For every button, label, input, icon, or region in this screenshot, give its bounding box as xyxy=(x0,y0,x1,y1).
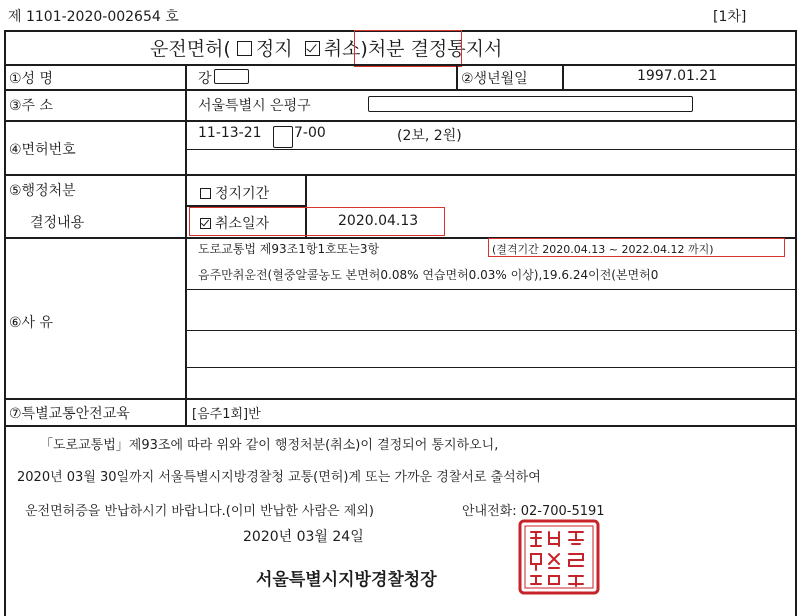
frame-left xyxy=(4,30,6,616)
issue-date: 2020년 03월 24일 xyxy=(243,529,364,545)
row-rule xyxy=(4,89,796,91)
row-rule xyxy=(4,120,796,122)
row-rule-inner xyxy=(185,149,796,150)
cancel-date-value: 2020.04.13 xyxy=(338,213,419,229)
cancel-checkbox xyxy=(305,41,320,56)
license-value-end: 7-00 xyxy=(294,125,326,141)
official-seal xyxy=(517,518,601,596)
birth-value: 1997.01.21 xyxy=(637,68,718,84)
education-label: ⑦특별교통안전교육 xyxy=(9,406,130,422)
issuer-name: 서울특별시지방경찰청장 xyxy=(256,570,437,590)
row-rule xyxy=(4,174,796,176)
cancel-date-label: 취소일자 xyxy=(215,216,270,232)
column-rule xyxy=(185,64,187,425)
address-label: ③주 소 xyxy=(9,98,54,114)
notice-line-1: 「도로교통법」제93조에 따라 위와 같이 행정처분(취소)이 결정되어 통지하오니, xyxy=(40,438,499,453)
title-option-suspend: 정지 xyxy=(255,38,293,60)
row-rule-inner xyxy=(185,367,796,368)
row-rule-inner xyxy=(185,289,796,290)
column-rule xyxy=(562,64,564,90)
document-number: 제 1101-2020-002654 호 xyxy=(8,9,179,25)
license-label: ④면허번호 xyxy=(9,142,76,158)
address-value: 서울특별시 은평구 xyxy=(198,98,311,114)
disqualification-highlight-box xyxy=(488,238,785,257)
suspend-checkbox xyxy=(237,41,252,56)
row-rule xyxy=(4,425,796,427)
contact-phone: 안내전화: 02-700-5191 xyxy=(462,504,605,519)
name-label: ①성 명 xyxy=(9,71,54,87)
disposition-label: ⑤행정처분 xyxy=(9,183,76,199)
license-redaction xyxy=(273,126,293,148)
reason-disqualification-period: (결격기간 2020.04.13 ~ 2022.04.12 까지) xyxy=(492,243,714,256)
license-class: (2보, 2원) xyxy=(397,128,462,144)
address-redaction xyxy=(368,96,693,112)
seal-graphic xyxy=(517,518,601,596)
name-redaction xyxy=(214,69,249,84)
page-marker: [1차] xyxy=(713,9,747,25)
notice-line-2: 2020년 03월 30일까지 서울특별시지방경찰청 교통(면허)계 또는 가까운 경찰서로 출석하여 xyxy=(17,470,541,485)
suspend-period-checkbox xyxy=(200,188,211,199)
row-rule xyxy=(4,398,796,400)
birth-label: ②생년월일 xyxy=(461,71,528,87)
cancel-date-highlight-box xyxy=(189,207,445,236)
title-prefix: 운전면허( xyxy=(150,38,231,60)
name-value: 강 xyxy=(198,71,212,87)
education-value: [음주1회]반 xyxy=(192,407,261,422)
reason-statute: 도로교통법 제93조1항1호또는3항 xyxy=(198,242,380,256)
title-option-cancel: 취소) xyxy=(323,38,368,60)
license-value-start: 11-13-21 xyxy=(198,125,262,141)
suspend-period-label: 정지기간 xyxy=(215,186,270,202)
row-rule xyxy=(4,64,796,66)
frame-right xyxy=(795,30,797,616)
reason-detail: 음주만취운전(혈중알콜농도 본면허0.08% 연습면허0.03% 이상),19.6.24이전(본면허0 xyxy=(198,268,659,282)
row-rule-inner xyxy=(185,330,796,331)
suspend-period-option xyxy=(200,183,269,203)
title-suffix: 처분 결정통지서 xyxy=(367,38,503,60)
disposition-label-2: 결정내용 xyxy=(30,215,85,231)
cancel-highlight-box xyxy=(354,30,462,67)
notice-line-3: 운전면허증을 반납하시기 바랍니다.(이미 반납한 사람은 제외) xyxy=(25,504,374,519)
reason-label: ⑥사 유 xyxy=(9,315,54,331)
column-rule xyxy=(456,64,458,90)
